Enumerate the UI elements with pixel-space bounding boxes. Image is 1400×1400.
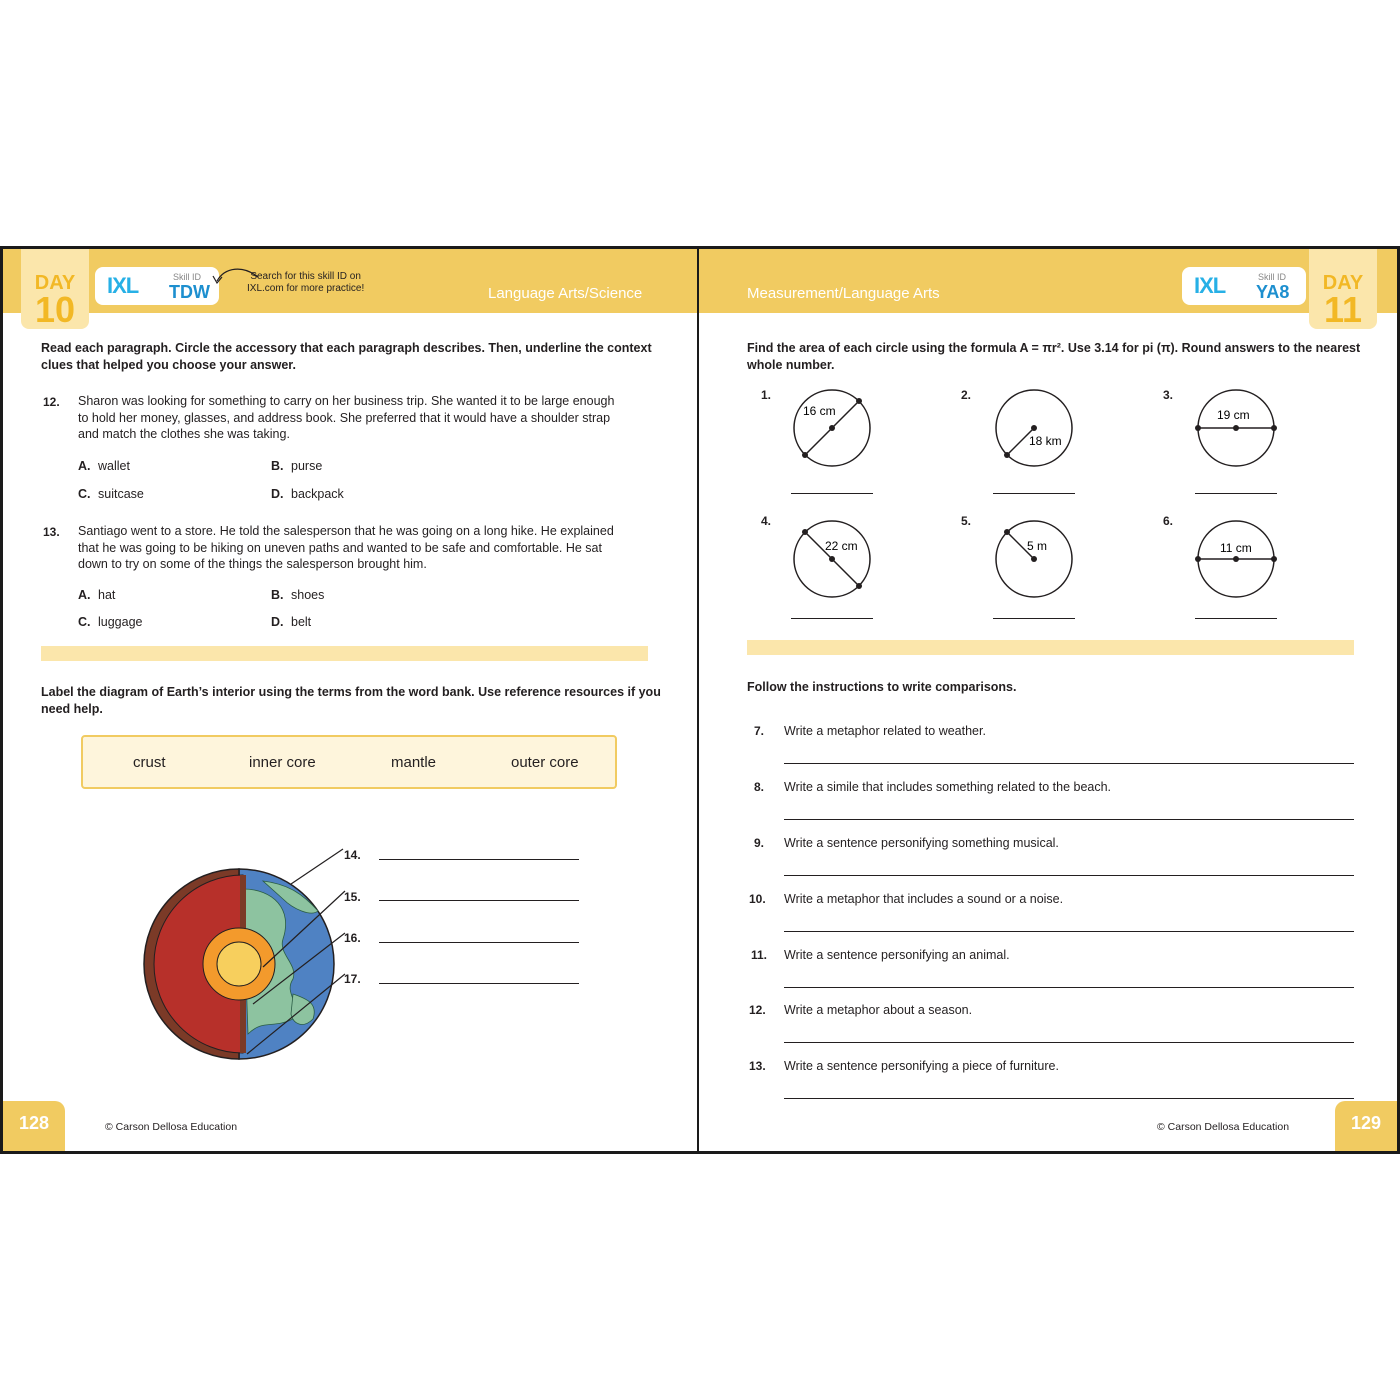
option-12d[interactable] xyxy=(271,487,344,501)
day-word: DAY xyxy=(1322,272,1364,294)
question-13-text xyxy=(78,523,614,573)
option-letter: D. xyxy=(271,615,284,629)
instr-line-2: clues that helped you choose your answer. xyxy=(41,357,296,372)
left-page xyxy=(0,246,698,1154)
answer-line-16[interactable] xyxy=(379,942,579,943)
option-letter: C. xyxy=(78,487,91,501)
comparison-number: 7. xyxy=(754,724,765,738)
ixl-logo: IXL xyxy=(1194,273,1226,298)
diagram-label-14: 14. xyxy=(344,848,361,862)
search-note-line-2: IXL.com for more practice! xyxy=(247,283,365,294)
word-bank-term: outer core xyxy=(511,754,579,771)
question-number: 12. xyxy=(43,395,60,409)
option-text: luggage xyxy=(98,615,143,629)
day-tab xyxy=(1309,249,1377,329)
day-word: DAY xyxy=(34,272,76,294)
answer-line-1[interactable] xyxy=(791,493,873,494)
comparison-answer-line[interactable] xyxy=(784,1042,1354,1043)
center-dot xyxy=(1031,425,1037,431)
center-dot xyxy=(1233,425,1239,431)
point-dot xyxy=(1004,452,1010,458)
circle-measure: 5 m xyxy=(1027,539,1048,553)
subject-heading: Measurement/Language Arts xyxy=(747,285,940,302)
circle-diagram-4 xyxy=(789,516,875,602)
comparison-number: 10. xyxy=(749,892,766,906)
comparison-number: 8. xyxy=(754,780,765,794)
instr-line-1: Find the area of each circle using the formula A = πr². Use 3.14 for pi (π). Round answers to the nearest xyxy=(747,341,1361,355)
answer-line-15[interactable] xyxy=(379,900,579,901)
option-13a[interactable] xyxy=(78,588,115,602)
day-number: 11 xyxy=(1323,289,1363,330)
skill-label: Skill ID xyxy=(173,272,202,282)
comparison-answer-line[interactable] xyxy=(784,987,1354,988)
word-bank-term: inner core xyxy=(249,754,316,771)
answer-line-3[interactable] xyxy=(1195,493,1277,494)
circle-number: 6. xyxy=(1163,514,1174,528)
option-text: suitcase xyxy=(98,487,144,501)
answer-line-14[interactable] xyxy=(379,859,579,860)
q13-line: Santiago went to a store. He told the salesperson that he was going on a long hike. He explained xyxy=(78,524,614,538)
ixl-skill-box xyxy=(1182,267,1306,305)
circle-diagram-3 xyxy=(1193,385,1279,471)
q13-line: down to try on some of the things the salesperson brought him. xyxy=(78,557,427,571)
answer-line-4[interactable] xyxy=(791,618,873,619)
comparison-number: 13. xyxy=(749,1059,766,1073)
circle-number: 2. xyxy=(961,388,972,402)
comparison-prompt: Write a simile that includes something related to the beach. xyxy=(784,780,1112,794)
comparison-number: 12. xyxy=(749,1003,766,1017)
option-text: wallet xyxy=(98,459,130,473)
point-dot xyxy=(802,529,808,535)
option-text: backpack xyxy=(291,487,344,501)
comparison-answer-line[interactable] xyxy=(784,931,1354,932)
comparisons-instructions: Follow the instructions to write comparisons. xyxy=(747,680,1017,694)
circle-number: 1. xyxy=(761,388,772,402)
subject-heading: Language Arts/Science xyxy=(488,285,643,302)
answer-line-17[interactable] xyxy=(379,983,579,984)
circle-diagram-1 xyxy=(789,385,875,471)
comparison-prompt: Write a metaphor related to weather. xyxy=(784,724,986,738)
comparison-prompt: Write a metaphor that includes a sound or a noise. xyxy=(784,892,1064,906)
circle-measure: 22 cm xyxy=(825,539,858,553)
comparison-answer-line[interactable] xyxy=(784,763,1354,764)
ixl-logo: IXL xyxy=(107,273,139,298)
circle-measure: 19 cm xyxy=(1217,408,1250,422)
option-letter: B. xyxy=(271,459,284,473)
option-letter: B. xyxy=(271,588,284,602)
q12-line: and match the clothes she was taking. xyxy=(78,427,290,441)
point-dot xyxy=(1271,425,1277,431)
option-13c[interactable] xyxy=(78,615,143,629)
circle-diagram-2 xyxy=(991,385,1077,471)
point-dot xyxy=(856,398,862,404)
q12-line: to hold her money, glasses, and address book. She preferred that it would have a shoulder strap xyxy=(78,410,611,425)
circle-measure: 16 cm xyxy=(803,404,836,418)
answer-line-2[interactable] xyxy=(993,493,1075,494)
point-dot xyxy=(1004,529,1010,535)
comparison-prompt: Write a metaphor about a season. xyxy=(784,1003,973,1017)
option-12b[interactable] xyxy=(271,459,322,473)
point-dot xyxy=(1195,425,1201,431)
word-bank xyxy=(81,735,617,789)
word-bank-term: crust xyxy=(133,754,166,771)
copyright: © Carson Dellosa Education xyxy=(1157,1121,1290,1133)
skill-id: YA8 xyxy=(1256,282,1290,302)
word-bank-term: mantle xyxy=(391,754,437,771)
workbook-spread xyxy=(0,246,1400,1154)
comparison-number: 9. xyxy=(754,836,765,850)
comparison-answer-line[interactable] xyxy=(784,1098,1354,1099)
circle-measure: 11 cm xyxy=(1220,541,1252,555)
instr-line-1: Label the diagram of Earth’s interior using the terms from the word bank. Use reference resources if you xyxy=(41,685,661,699)
question-12-text xyxy=(78,393,614,443)
option-12a[interactable] xyxy=(78,459,130,473)
circle-number: 3. xyxy=(1163,388,1174,402)
circle-number: 4. xyxy=(761,514,772,528)
point-dot xyxy=(802,452,808,458)
center-dot xyxy=(1031,556,1037,562)
skill-id: TDW xyxy=(169,282,210,302)
q13-line: that he was going to be hiking on uneven paths and wanted to be safe and comfortable. He sat xyxy=(78,540,602,555)
option-text: shoes xyxy=(291,588,325,602)
search-note-line-1: Search for this skill ID on xyxy=(250,271,361,282)
answer-line-6[interactable] xyxy=(1195,618,1277,619)
earth-inner-core xyxy=(217,942,261,986)
diagram-instructions xyxy=(41,684,661,717)
diagram-label-16: 16. xyxy=(344,931,361,945)
question-number: 13. xyxy=(43,525,60,539)
skill-label: Skill ID xyxy=(1258,272,1287,282)
option-letter: C. xyxy=(78,615,91,629)
day-number: 10 xyxy=(34,289,76,330)
earth-interior-diagram xyxy=(143,829,373,1079)
point-dot xyxy=(856,583,862,589)
copyright: © Carson Dellosa Education xyxy=(105,1121,238,1133)
section-divider xyxy=(747,640,1354,655)
day-tab xyxy=(21,249,89,329)
center-dot xyxy=(829,425,835,431)
page-number: 129 xyxy=(1335,1101,1397,1151)
ixl-skill-box xyxy=(95,267,219,305)
search-note xyxy=(247,271,364,295)
circle-measure: 18 km xyxy=(1029,434,1062,448)
right-page xyxy=(698,246,1400,1154)
option-letter: A. xyxy=(78,459,91,473)
comparison-number: 11. xyxy=(751,948,768,962)
comparison-answer-line[interactable] xyxy=(784,875,1354,876)
option-letter: D. xyxy=(271,487,284,501)
q12-line: Sharon was looking for something to carry on her business trip. She wanted it to be large enough xyxy=(78,394,615,408)
instr-line-2: whole number. xyxy=(747,357,835,372)
comparison-prompt: Write a sentence personifying a piece of furniture. xyxy=(784,1059,1059,1073)
page-number: 128 xyxy=(3,1101,65,1151)
circle-diagram-5 xyxy=(991,516,1077,602)
circle-number: 5. xyxy=(961,514,972,528)
circle-diagram-6 xyxy=(1193,516,1279,602)
option-text: purse xyxy=(291,459,323,473)
section-divider xyxy=(41,646,648,661)
diagram-label-15: 15. xyxy=(344,890,361,904)
comparison-prompt: Write a sentence personifying something musical. xyxy=(784,836,1059,850)
instr-line-1: Read each paragraph. Circle the accessory that each paragraph describes. Then, underline the context xyxy=(41,341,652,355)
option-text: hat xyxy=(98,588,116,602)
area-instructions xyxy=(747,340,1360,373)
point-dot xyxy=(1195,556,1201,562)
pointer-14 xyxy=(291,849,343,884)
option-letter: A. xyxy=(78,588,91,602)
point-dot xyxy=(1271,556,1277,562)
option-12c[interactable] xyxy=(78,487,144,501)
answer-line-5[interactable] xyxy=(993,618,1075,619)
center-dot xyxy=(1233,556,1239,562)
center-dot xyxy=(829,556,835,562)
comparison-prompt: Write a sentence personifying an animal. xyxy=(784,948,1010,962)
diagram-label-17: 17. xyxy=(344,972,361,986)
option-text: belt xyxy=(291,615,312,629)
comparison-answer-line[interactable] xyxy=(784,819,1354,820)
option-13b[interactable] xyxy=(271,588,324,602)
instr-line-2: need help. xyxy=(41,701,103,716)
accessory-instructions xyxy=(41,340,652,373)
option-13d[interactable] xyxy=(271,615,311,629)
